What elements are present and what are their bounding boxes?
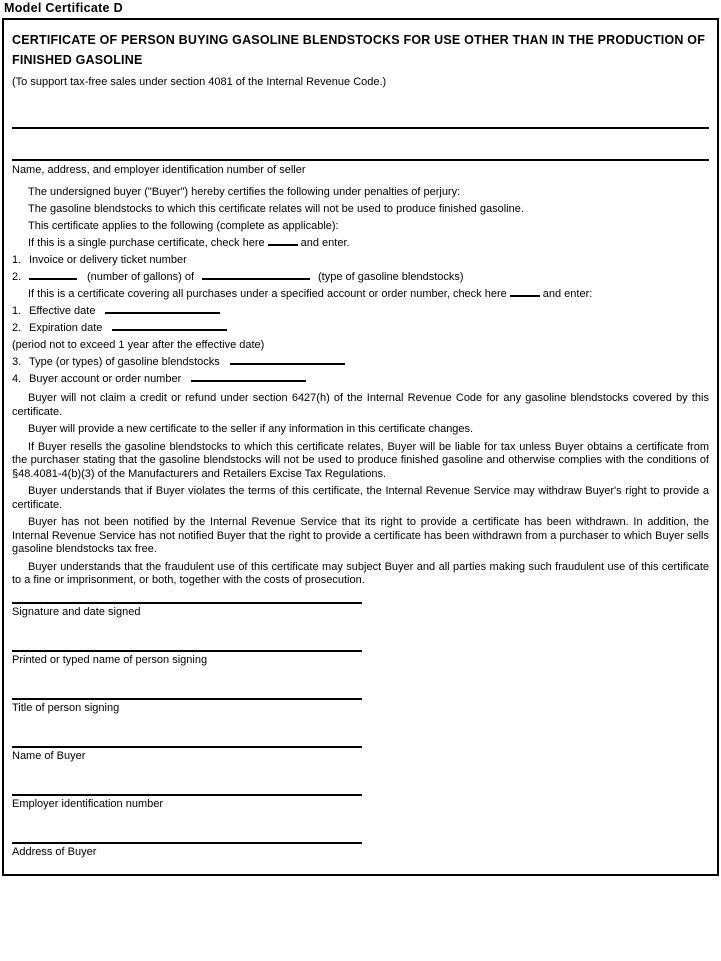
signature-date-field [12,602,362,619]
signer-title-field [12,698,362,715]
intro-not-used-text: The gasoline blendstocks to which this certificate relates will not be used to produce finished gasoline. [28,203,524,215]
term-resale-liability: If Buyer resells the gasoline blendstocks to which this certificate relates, Buyer will be liable for tax unless Buyer obtains a certificate from the purchaser stating that the gasoline blendstocks will not be used to produce finished gasoline and otherwise complies with the conditions of §48.4081-4(b)(3) of the Manufacturers and Retailers Excise Tax Regulations. [12,440,709,480]
seller-fill-line-2 [12,159,709,161]
term-fraudulent-use: Buyer understands that the fraudulent use of this certificate may subject Buyer and all parties making such fraudulent use of this certificate to a fine or imprisonment, or both, together with the costs of prosecution. [12,560,709,586]
ein-field [12,794,362,811]
certificate-title [12,30,709,70]
intro-applies-text: This certificate applies to the following (complete as applicable): [28,220,339,232]
expiration-date-label: Expiration date [29,322,103,334]
effective-date-label: Effective date [29,305,96,317]
gallons-index: 2. [12,271,22,283]
blendstocks-type-row [12,354,709,371]
term-violation-withdrawal: Buyer understands that if Buyer violates the terms of this certificate, the Internal Revenue Service may withdraw Buyer's right to provide a certificate. [12,485,709,511]
blendstocks-type-index: 3. [12,356,22,368]
effective-date-blank [105,304,220,314]
signature-section [12,602,709,859]
account-number-label: Buyer account or order number [29,373,182,385]
expiration-date-row [12,320,709,337]
invoice-number-label: Invoice or delivery ticket number [29,254,187,266]
invoice-number-row [12,252,709,269]
blendstock-type-label: (type of gasoline blendstocks) [318,271,464,283]
blendstocks-type-label: Type (or types) of gasoline blendstocks [29,356,220,368]
account-number-row [12,371,709,388]
gallons-label: (number of gallons) of [87,271,194,283]
period-note-text: (period not to exceed 1 year after the effective date) [12,339,265,351]
single-purchase-check-suffix: and enter. [300,237,350,249]
invoice-number-index: 1. [12,254,22,266]
term-new-certificate: Buyer will provide a new certificate to the seller if any information in this certificate changes. [28,423,474,435]
expiration-date-blank [112,321,227,331]
buyer-name-field [12,746,362,763]
account-number-index: 4. [12,373,22,385]
printed-name-field [12,650,362,667]
printed-name-label: Printed or typed name of person signing [12,653,208,666]
seller-label: Name, address, and employer identification number of seller [12,164,306,176]
gallons-row [12,269,709,286]
expiration-date-index: 2. [12,322,22,334]
account-cert-check-suffix: and enter: [542,288,593,300]
single-purchase-check-blank [268,236,298,246]
account-number-blank [191,372,306,382]
blendstocks-type-blank [230,355,345,365]
term-not-notified: Buyer has not been notified by the Internal Revenue Service that its right to provide a certificate has been withdrawn. In addition, the Internal Revenue Service has not notified Buyer that the right to provide a certificate has been withdrawn from a purchaser to which Buyer sells gasoline blendstocks tax free. [12,516,709,555]
seller-fill-line-1 [12,127,709,129]
gallons-blank [29,270,77,280]
buyer-address-label: Address of Buyer [12,845,97,858]
terms-section [12,392,709,588]
ein-label: Employer identification number [12,797,164,810]
account-cert-check-row [12,286,709,303]
certificate-title-line2: FINISHED GASOLINE [12,53,143,67]
effective-date-row [12,303,709,320]
certificate-title-line1: CERTIFICATE OF PERSON BUYING GASOLINE BLENDSTOCKS FOR USE OTHER THAN IN THE PRODUCTION OF [12,33,706,47]
model-certificate-heading: Model Certificate D [4,1,123,15]
intro-perjury-text: The undersigned buyer ("Buyer") hereby certifies the following under penalties of perjury: [28,186,461,198]
blendstock-type-blank [202,270,310,280]
signer-title-label: Title of person signing [12,701,120,714]
account-cert-check-text: If this is a certificate covering all purchases under a specified account or order number, check here [28,288,507,300]
single-purchase-check-row [12,235,709,252]
account-cert-check-blank [510,287,540,297]
single-purchase-check-text: If this is a single purchase certificate, check here [28,237,265,249]
buyer-name-label: Name of Buyer [12,749,86,762]
certificate-box [2,18,719,876]
term-no-credit-refund: Buyer will not claim a credit or refund under section 6427(h) of the Internal Revenue Code for any gasoline blendstocks covered by this certificate. [12,392,709,418]
buyer-address-field [12,842,362,859]
effective-date-index: 1. [12,305,22,317]
signature-date-label: Signature and date signed [12,605,141,618]
certificate-body [12,184,709,388]
certificate-subtitle: (To support tax-free sales under section 4081 of the Internal Revenue Code.) [12,76,387,88]
